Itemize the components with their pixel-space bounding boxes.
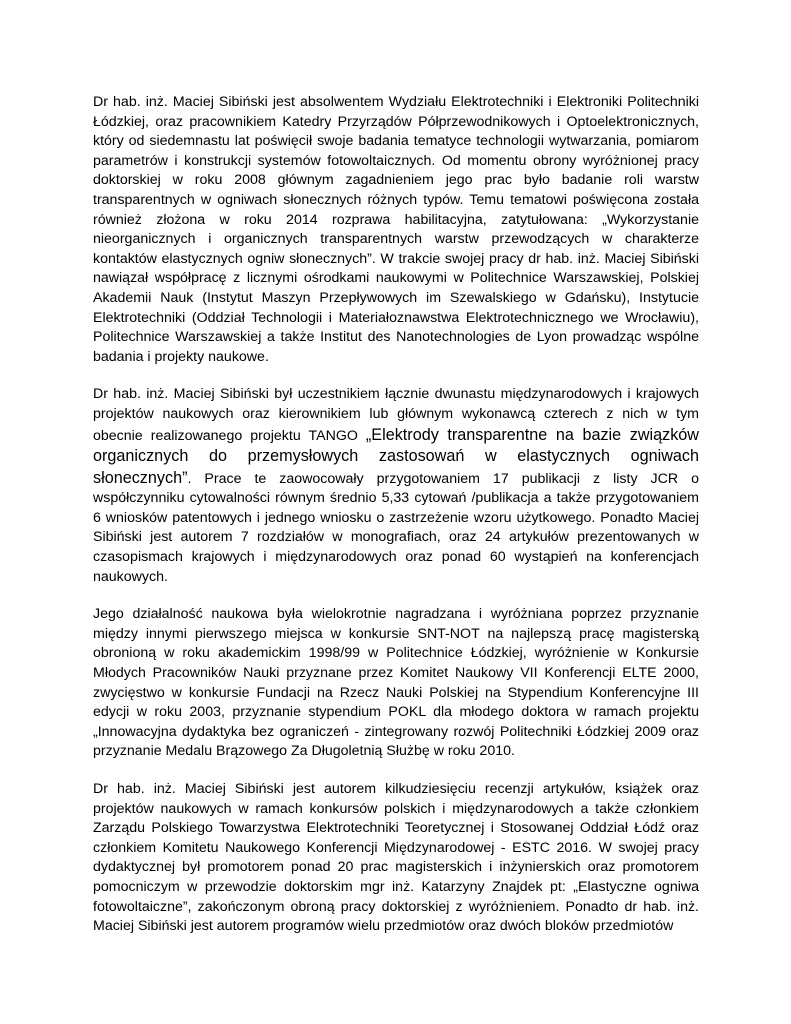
project-title-quote: „Elektrody transparentne na bazie związków organicznych do przemysłowych zastosowań w elastycznych ogniwach słonecznych”	[93, 425, 699, 487]
paragraph-3-text: Jego działalność naukowa była wielokrotnie nagradzana i wyróżniana poprzez przyznanie między innymi pierwszego miejsca w konkursie SNT-NOT na najlepszą pracę magisterską obronioną w roku akademickim 1998/99 w Politechnice Łódzkiej, wyróżnienie w Konkursie Młodych Pracowników Nauki przyznane przez Komitet Naukowy VII Konferencji ELTE 2000, zwycięstwo w konkursie Fundacji na Rzecz Nauki Polskiej na Stypendium Konferencyjne III edycji w roku 2003, przyznanie stypendium POKL dla młodego doktora w ramach projektu „Innowacyjna dydaktyka bez ograniczeń - zintegrowany rozwój Politechniki Łódzkiej 2009 oraz przyznanie Medalu Brązowego Za Długoletnią Służbę w roku 2010.	[93, 606, 699, 760]
paragraph-1-text: Dr hab. inż. Maciej Sibiński jest absolwentem Wydziału Elektrotechniki i Elektroniki Politechniki Łódzkiej, oraz pracownikiem Katedry Przyrządów Półprzewodnikowych i Optoelektronicznych, który od siedemnastu lat poświęcił swoje badania tematyce technologii wytwarzania, pomiarom parametrów i konstrukcji systemów fotowoltaicznych. Od momentu obrony wyróżnionej pracy doktorskiej w roku 2008 głównym zagadnieniem jego prac było badanie roli warstw transparentnych w ogniwach słonecznych różnych typów. Temu tematowi poświęcona została również złożona w roku 2014 rozprawa habilitacyjna, zatytułowana: „Wykorzystanie nieorganicznych i organicznych transparentnych warstw przewodzących w charakterze kontaktów elastycznych ogniw słonecznych”. W trakcie swojej pracy dr hab. inż. Maciej Sibiński nawiązał współpracę z licznymi ośrodkami naukowymi w Politechnice Warszawskiej, Polskiej Akademii Nauk (Instytut Maszyn Przepływowych im Szewalskiego w Gdańsku), Instytucie Elektrotechniki (Oddział Technologii i Materiałoznawstwa Elektrotechnicznego we Wrocławiu), Politechnice Warszawskiej a także Institut des Nanotechnologies de Lyon prowadząc wspólne badania i projekty naukowe.	[93, 94, 699, 365]
paragraph-4	[93, 780, 699, 937]
paragraph-1	[93, 93, 699, 367]
document-body	[93, 93, 699, 955]
paragraph-2-text-start: Dr hab. inż. Maciej Sibiński był uczestnikiem łącznie dwunastu międzynarodowych i krajowych projektów naukowych oraz kierownikiem lub głównym wykonawcą czterech z nich w tym obecnie realizowanego projektu TANGO	[93, 386, 699, 444]
paragraph-2	[93, 385, 699, 587]
paragraph-3	[93, 605, 699, 762]
paragraph-4-text: Dr hab. inż. Maciej Sibiński jest autorem kilkudziesięciu recenzji artykułów, książek oraz projektów naukowych w ramach konkursów polskich i międzynarodowych a także członkiem Zarządu Polskiego Towarzystwa Elektrotechniki Teoretycznej i Stosowanej Oddział Łódź oraz członkiem Komitetu Naukowego Konferencji Międzynarodowej - ESTC 2016. W swojej pracy dydaktycznej był promotorem ponad 20 prac magisterskich i inżynierskich oraz promotorem pomocniczym w przewodzie doktorskim mgr inż. Katarzyny Znajdek pt: „Elastyczne ogniwa fotowoltaiczne”, zakończonym obroną pracy doktorskiej z wyróżnieniem. Ponadto dr hab. inż. Maciej Sibiński jest autorem programów wielu przedmiotów oraz dwóch bloków przedmiotów	[93, 781, 699, 935]
paragraph-2-text-end: . Prace te zaowocowały przygotowaniem 17 publikacji z listy JCR o współczynniku cytowalności równym średnio 5,33 cytowań /publikacja a także przygotowaniem 6 wniosków patentowych i jednego wniosku o zastrzeżenie wzoru użytkowego. Ponadto Maciej Sibiński jest autorem 7 rozdziałów w monografiach, oraz 24 artykułów prezentowanych w czasopismach krajowych i międzynarodowych oraz ponad 60 wystąpień na konferencjach naukowych.	[93, 470, 699, 585]
